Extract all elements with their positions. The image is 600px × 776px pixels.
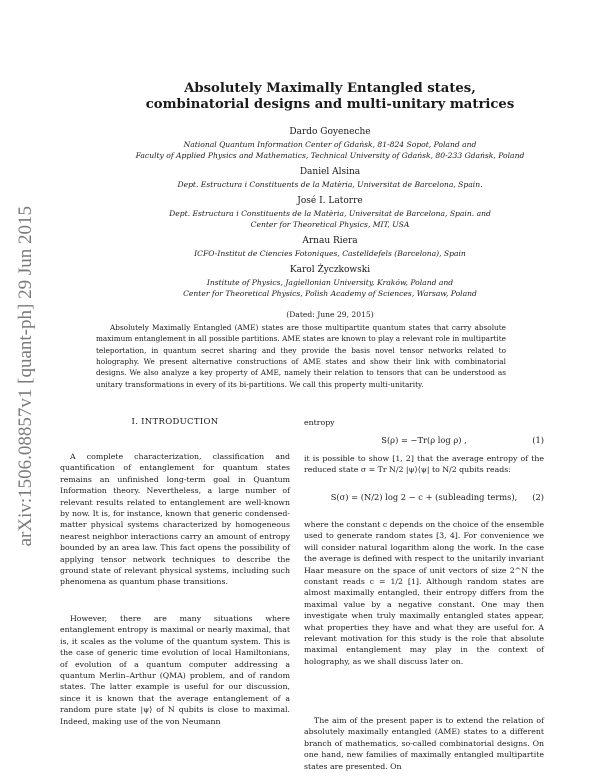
author-affiliation: ICFO-Institut de Ciencies Fotoniques, Castelldefels (Barcelona), Spain	[194, 249, 466, 258]
paper-title	[60, 81, 600, 113]
author-affiliation: Dept. Estructura i Constituents de la Matèria, Universitat de Barcelona, Spain. and	[169, 209, 491, 218]
equation-1: S(ρ) = −Tr(ρ log ρ) , (1)	[381, 435, 544, 445]
author-name: Arnau Riera	[302, 236, 358, 246]
right-column-intro: entropy	[304, 418, 335, 427]
right-column-paragraph-a: it is possible to show [1, 2] that the average entropy of the reduced state σ = Tr N/2 |ψ⟩⟨ψ| to N/2 qubits reads:	[304, 454, 544, 475]
left-column-paragraph-1: A complete characterization, classification and quantification of entanglement for quantum states remains an unfinished long-term goal in Quantum Information theory. Nevertheless, a large number of relevant results related to entanglement are well-known by now. It is, for instance, known that generic condensed-matter physical systems characterized by homogeneous nearest neighbor interactions carry an amount of entropy bounded by an area law. This fact opens the possibility of applying tensor network techniques to describe the ground state of relevant physical systems, including such phenomena as quantum phase transitions.	[60, 452, 290, 587]
author-affiliation: Center for Theoretical Physics, Polish Academy of Sciences, Warsaw, Poland	[183, 289, 477, 298]
equation-2: S(σ) = (N/2) log 2 − c + (subleading terms), (2)	[330, 492, 544, 502]
author-affiliation: Center for Theoretical Physics, MIT, USA	[250, 220, 410, 229]
abstract	[96, 322, 506, 390]
date-line: (Dated: June 29, 2015)	[286, 310, 374, 319]
title-line-1: Absolutely Maximally Entangled states,	[184, 81, 476, 96]
author-affiliation: National Quantum Information Center of Gdańsk, 81-824 Sopot, Poland and	[183, 140, 477, 149]
arxiv-identifier: arXiv:1506.08857v1 [quant-ph] 29 Jun 2015	[15, 205, 36, 547]
author-name: Karol Życzkowski	[289, 265, 371, 275]
right-column-paragraph-b: where the constant c depends on the choice of the ensemble used to generate random states [3, 4]. For convenience we will consider natural logarithm along the work. In the case the average is defined with respect to the unitarily invariant Haar measure on the space of unit vectors of size 2^N the constant reads c = 1/2 [1]. Although random states are almost maximally entangled, their entropy differs from the maximal value by a negative constant. One may then investigate when truly maximally entangled states appear, what properties they have and what they are useful for. A relevant motivation for this study is the role that absolute maximal entanglement may play in the context of holography, as we shall discuss later on.	[304, 520, 544, 666]
section-heading: I. INTRODUCTION	[131, 417, 219, 427]
abstract-text: Absolutely Maximally Entangled (AME) states are those multipartite quantum states that carry absolute maximum entanglement in all possible partitions. AME states are known to play a relevant role in multipartite teleportation, in quantum secret sharing and they provide the basis novel tensor networks related to holography. We present alternative constructions of AME states and show their link with combinatorial designs. We also analyze a key property of AME, namely their relation to tensors that can be understood as unitary transformations in every of its bi-partitions. We call this property multi-unitarity.	[96, 323, 506, 389]
left-column-paragraph-2: However, there are many situations where entanglement entropy is maximal or nearly maximal, that is, it scales as the volume of the quantum system. This is the case of generic time evolution of local Hamiltonians, of evolution of a quantum computer addressing a quantum Merlin–Arthur (QMA) problem, and of random states. The latter example is useful for our discussion, since it is known that the average entanglement of a random pure state |ψ⟩ of N qubits is close to maximal. Indeed, making use of the von Neumann	[60, 614, 290, 726]
author-affiliation: Institute of Physics, Jagiellonian University, Kraków, Poland and	[206, 278, 454, 287]
author-name: José I. Latorre	[297, 196, 363, 206]
author-affiliation: Dept. Estructura i Constituents de la Matèria, Universitat de Barcelona, Spain.	[177, 180, 483, 189]
author-name: Daniel Alsina	[299, 167, 361, 177]
author-name: Dardo Goyeneche	[289, 127, 371, 137]
right-column-paragraph-c: The aim of the present paper is to extend the relation of absolutely maximally entangled (AME) states to a different branch of mathematics, so-called combinatorial designs. On one hand, new families of maximally entangled multipartite states are presented. On	[304, 716, 544, 771]
title-line-2: combinatorial designs and multi-unitary matrices	[145, 97, 515, 112]
author-affiliation: Faculty of Applied Physics and Mathematics, Technical University of Gdańsk, 80-233 Gdańsk, Poland	[135, 151, 525, 160]
